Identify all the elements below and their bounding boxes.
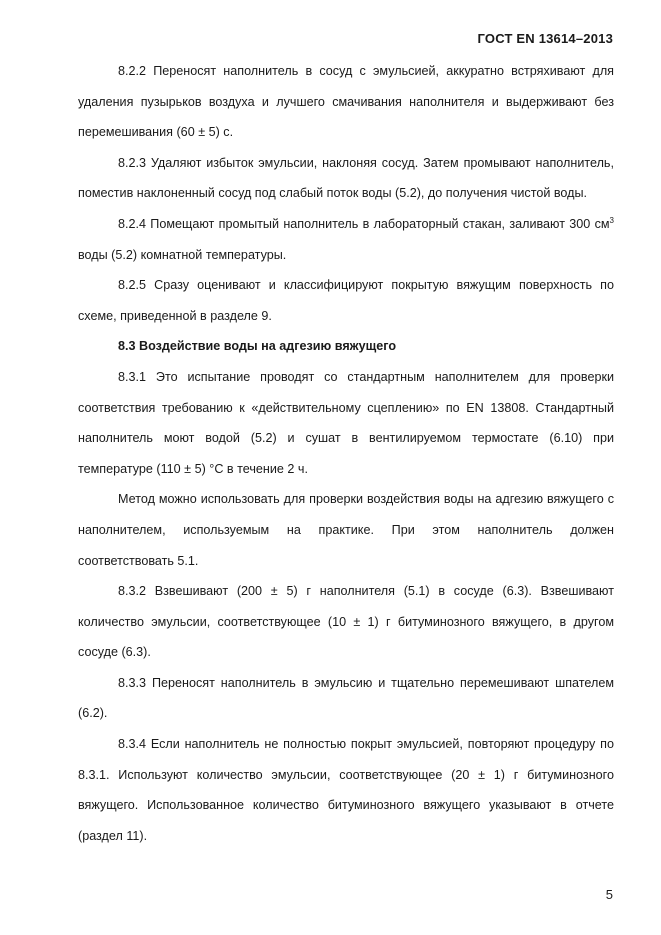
paragraph-8-2-2: 8.2.2 Переносят наполнитель в сосуд с эмульсией, аккуратно встряхивают для удаления пузырьков воздуха и лучшего смачивания наполнителя и выдерживают без перемешивания (60 ± 5) с. xyxy=(78,64,614,140)
paragraph-8-2-4-text-end: воды (5.2) комнатной температуры. xyxy=(78,247,287,262)
paragraph-8-3-2: 8.3.2 Взвешивают (200 ± 5) г наполнителя (5.1) в сосуде (6.3). Взвешивают количество эмульсии, соответствующее (10 ± 1) г битуминозного вяжущего, в другом сосуде (6.3). xyxy=(78,584,614,660)
paragraph-8-2-5: 8.2.5 Сразу оценивают и классифицируют покрытую вяжущим поверхность по схеме, приведенной в разделе 9. xyxy=(78,278,614,323)
superscript-cubic: 3 xyxy=(609,215,614,225)
paragraph-8-2-4 xyxy=(78,209,614,270)
paragraph-8-3-1: 8.3.1 Это испытание проводят со стандартным наполнителем для проверки соответствия требованию к «действительному сцеплению» по EN 13808. Стандартный наполнитель моют водой (5.2) и сушат в вентилируемом термостате (6.10) при температуре (110 ± 5) °С в течение 2 ч. xyxy=(78,369,614,476)
paragraph-8-3-3: 8.3.3 Переносят наполнитель в эмульсию и тщательно перемешивают шпателем (6.2). xyxy=(78,675,614,721)
page-number: 5 xyxy=(605,887,613,902)
paragraph-method-note: Метод можно использовать для проверки воздействия воды на адгезию вяжущего с наполнителем, используемым на практике. При этом наполнитель должен соответствовать 5.1. xyxy=(78,492,614,568)
section-heading-8-3: 8.3 Воздействие воды на адгезию вяжущего xyxy=(118,339,397,354)
document-body xyxy=(78,56,614,851)
paragraph-8-3-4: 8.3.4 Если наполнитель не полностью покрыт эмульсией, повторяют процедуру по 8.3.1. Используют количество эмульсии, соответствующее (20 ± 1) г битуминозного вяжущего. Использованное количество битуминозного вяжущего указывают в отчете (раздел 11). xyxy=(78,737,614,843)
document-header-standard-code: ГОСТ EN 13614–2013 xyxy=(477,31,613,46)
paragraph-8-2-4-text-start: 8.2.4 Помещают промытый наполнитель в лабораторный стакан, заливают 300 см xyxy=(118,216,610,231)
paragraph-8-2-3: 8.2.3 Удаляют избыток эмульсии, наклоняя сосуд. Затем промывают наполнитель, поместив наклоненный сосуд под слабый поток воды (5.2), до получения чистой воды. xyxy=(78,155,614,201)
